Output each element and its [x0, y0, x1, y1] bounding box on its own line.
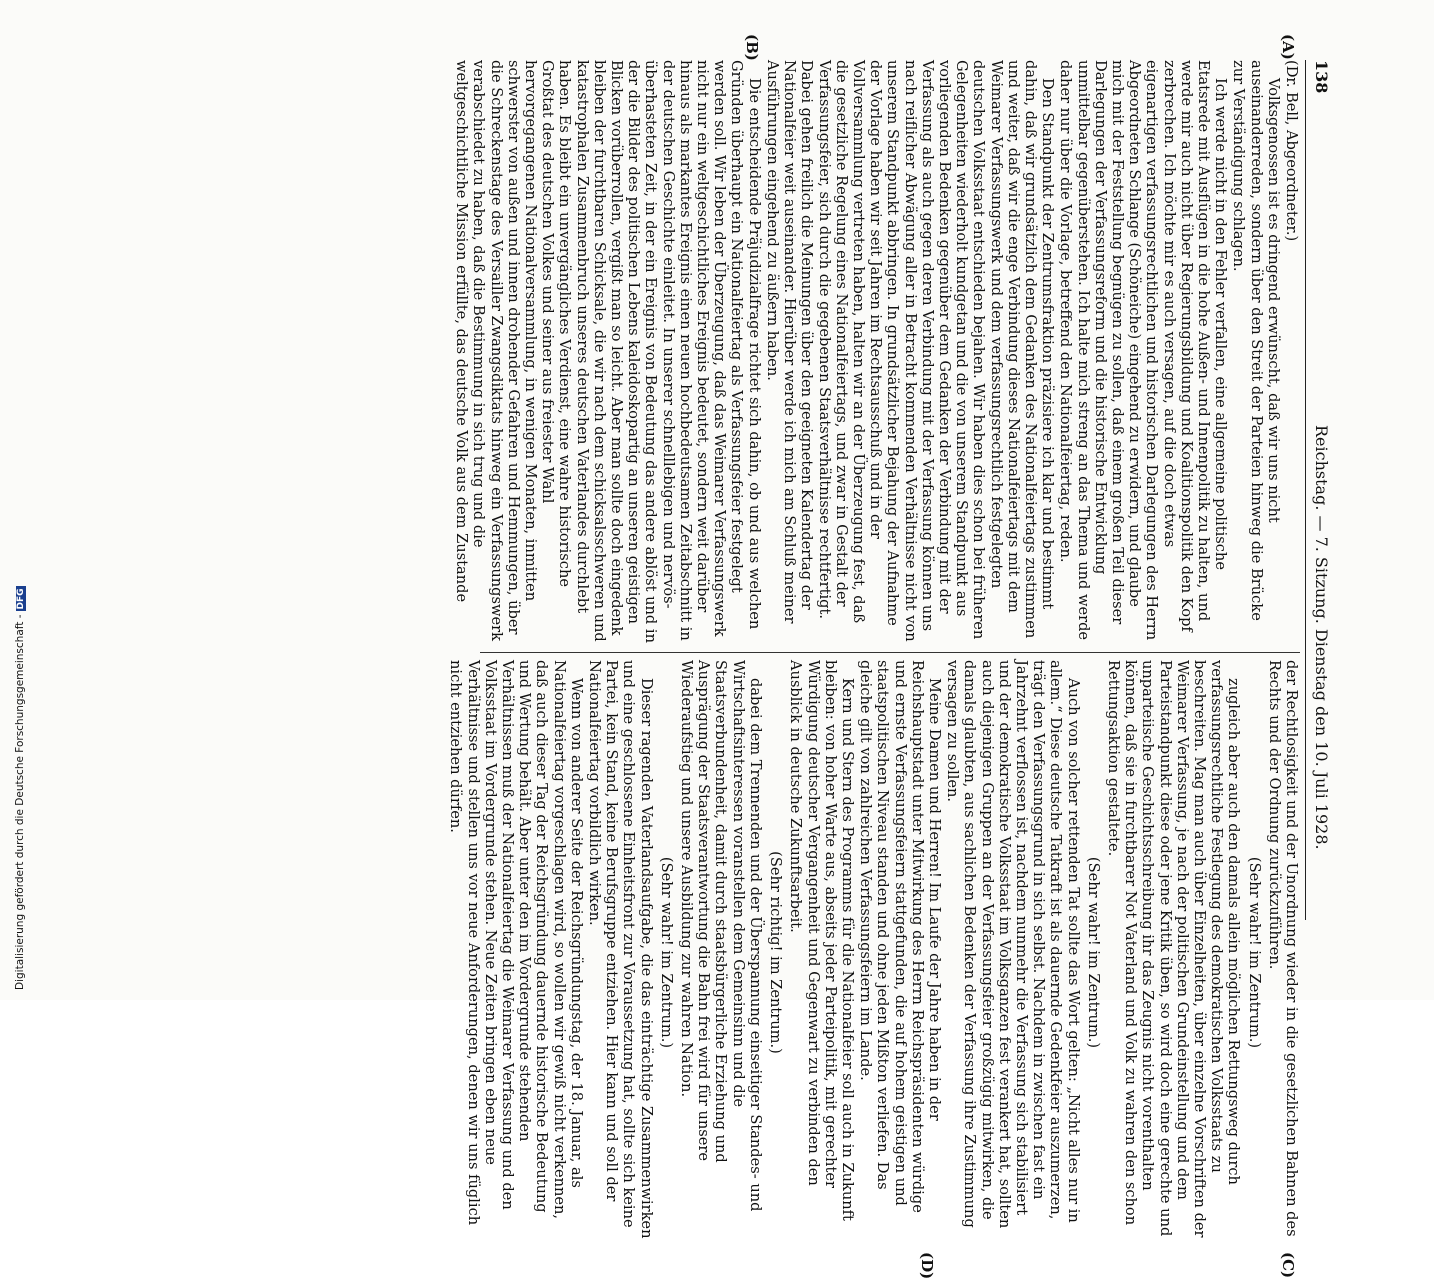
paragraph: Ich werde nicht in den Fehler verfallen, eine allgemeine politische Etatsrede mit Ausflügen in die hohe Außen- und Innenpolitik zu halten, und werde mir auch nicht über Regierungsbildung und Koalitionspolitik den Kopf zerbrechen. Ich möchte mir es auch versagen, auf die doch etwas eigenartigen verfassungsrechtlichen und historischen Darlegungen des Herrn Abgeordneten Schlange (Schöneiche) eingehend zu erwidern, und glaube mich mit der Feststellung begnügen zu sollen, daß einem großen Teil dieser Darlegungen der Verfassungsreform und die historische Entwicklung unmittelbar gegenüberstehen. Ich halte mich streng an das Thema und werde daher nur über die Vorlage, betreffend den Nationalfeiertag, reden.: [1057, 60, 1230, 641]
dfg-logo: DFG: [16, 588, 26, 610]
margin-marker-c: (C): [1279, 1252, 1297, 1279]
page-number: 138: [1312, 60, 1331, 94]
page-header: [1305, 60, 1330, 920]
margin-marker-b: (B): [743, 34, 761, 61]
paragraph: Dieser ragenden Vaterlandsaufgabe, die das einträchtige Zusammenwirken und eine geschlossene Einheitsfront zur Voraussetzung hat, sollte sich keine Partei, kein Stand, keine Berufsgruppe entziehen. Hier kann und soll der Nationalfeiertag vorbildlich wirken.: [586, 660, 655, 1239]
paragraph: der Rechtlosigkeit und der Unordnung wieder in die gesetzlichen Bahnen des Rechts und der Ordnung zurückzuführen.: [1265, 660, 1300, 1237]
margin-marker-d: (D): [918, 1252, 936, 1279]
paragraph: dabei dem Trennenden und der Überspannung einseitiger Standes- und Wirtschaftsinteressen voranstellen dem Gemeinsinn und die Staatsverbundenheit, damit durch staatsbürgerliche Erziehung und Ausprägung der Staatsverantwortung die Bahn frei wird für unsere Wiederaufstieg und unsere Ausbildung zur wahren Nation.: [678, 660, 764, 1212]
credit-text: Digitalisierung gefördert durch die Deutsche Forschungsgemeinschaft -: [14, 614, 26, 990]
paragraph: Die entscheidende Präjudizialfrage richtet sich dahin, ob und aus welchen Gründen überhaupt ein Nationalfeiertag als Verfassungsfeier festgelegt werden soll. Wir leben der Überzeugung, daß das Weimarer Verfassungswerk nicht nur ein weltgeschichtliches Ereignis bedeutet, sondern weit darüber hinaus als markantes Ereignis einen neuen hochbedeutsamen Zeitabschnitt in der deutschen Geschichte einleitet. In unserer schnelllebigen und nervös-überhasteten Zeit, in der ein Ereignis von Bedeutung das andere ablöst und in der die Bilder des politischen Lebens kaleidoskopartig an unseren geistigen Blicken vorüberrollen, vergißt man so leicht. Aber man sollte doch eingedenk bleiben der furchtbaren Schicksale, die wir nach dem schicksalsschweren und katastrophalen Zusammenbruch unseres deutschen Vaterlandes durchlebt haben. Es bleibt ein unvergängliches Verdienst, eine wahre historische Großtat des deutschen Volkes und seiner aus freiester Wahl hervorgegangenen Nationalversammlung, in wenigen Monaten, inmitten schwerster von außen und innen drohender Gefahren und Hemmungen, über die Schreckenstage des Versailler Zwangsdiktats hinweg ein Verfassungswerk verabschiedet zu haben, daß die Bestimmung in sich trug und die weltgeschichtliche Mission erfüllte, das deutsche Volk aus dem Zustande: [453, 60, 763, 643]
paragraph: Den Standpunkt der Zentrumsfraktion präzisiere ich klar und bestimmt dahin, daß wir grundsätzlich dem Gedanken des Nationalfeiertags zustimmen und weiter, daß wir die enge Verbindung dieses Nationalfeiertags mit dem Weimarer Verfassungswerk und dem verfassungsrechtlich festgelegten deutschen Volksstaat entschieden bejahen. Wir haben dies schon bei früheren Gelegenheiten wiederholt kundgetan und die von unserem Standpunkt aus vorliegenden Bedenken gegenüber dem Gedanken der Verbindung mit der Verfassung als auch gegen deren Verbindung mit der Verfassung können uns nach reiflicher Abwägung aller in Betracht kommenden Verhältnisse nicht von unserem Standpunkt abbringen. In grundsätzlicher Bejahung der Aufnahme der Vorlage haben wir seit Jahren im Rechtsausschuß und in der Vollversammlung vertreten haben, halten wir an der Überzeugung fest, daß die gesetzliche Regelung eines Nationalfeiertags, und zwar in Gestalt der Verfassungsfeier, sich durch die gegebenen Staatsverhältnisse rechtfertigt. Dabei gehen freilich die Meinungen über den geeigneten Kalendertag der Nationalfeier weit auseinander. Hierüber werde ich mich am Schluß meiner Ausführungen eingehend zu äußern haben.: [763, 60, 1057, 642]
paragraph: Wenn von anderer Seite der Reichsgründungstag, der 18. Januar, als Nationalfeiertag vorgeschlagen wird, so wollen wir gewiß nicht verkennen, daß auch dieser Tag der Reichsgründung dauernde historische Bedeutung und Wertung behält. Aber unter den im Vordergrunde stehenden Verhältnissen muß der Nationalfeiertag die Weimarer Verfassung und den Volksstaat im Vordergrunde stehen. Neue Zeiten bringen eben neue Verhältnisse und stellen uns vor neue Anforderungen, denen wir uns füglich nicht entziehen dürfen.: [447, 660, 585, 1226]
paragraph: Meine Damen und Herren! Im Laufe der Jahre haben in der Reichshauptstadt unter Mitwirkung des Herrn Reichspräsidenten würdige und ernste Verfassungsfeiern stattgefunden, die auf hohem geistigen und staatspolitischen Niveau standen und ohne jeden Mißton verliefen. Das gleiche gilt von zahlreichen Verfassungsfeiern im Lande.: [857, 660, 943, 1213]
interjection: (Sehr wahr! im Zentrum.): [1084, 856, 1102, 1049]
right-column: [446, 660, 1300, 1245]
interjection: (Sehr wahr! im Zentrum.): [657, 856, 675, 1049]
page-title: Reichstag. — 7. Sitzung. Dienstag den 10. Juli 1928.: [1312, 425, 1331, 850]
column-divider: [480, 652, 1300, 653]
interjection: (Sehr richtig! im Zentrum.): [767, 851, 785, 1054]
digitization-credit: [14, 586, 26, 990]
interjection: (Sehr wahr! im Zentrum.): [1245, 856, 1263, 1049]
paragraph: Volksgenossen ist es dringend erwünscht, daß wir uns nicht auseinanderreden, sondern über den Streit der Parteien hinweg die Brücke zur Verständigung schlagen.: [1230, 60, 1282, 621]
left-column: [452, 60, 1300, 645]
paragraph: Auch von solcher rettenden Tat sollte das Wort gelten: „Nicht alles nur in allem.“ Diese deutsche Tatkraft ist als dauernde Gedenkfeier auszumerzen, trägt den Verfassungsgrund in sich selbst. Nachdem in zwischen fast ein Jahrzehnt verflossen ist, nachdem nunmehr die Verfassung sich stabilisiert und der demokratische Volksstaat im Volksganzen fest verankert hat, sollten auch diejenigen Gruppen an der Verfassungsfeier großzügig mitwirken, die damals glaubten, aus sachlichen Bedenken der Verfassung ihre Zustimmung versagen zu sollen.: [944, 660, 1082, 1229]
paragraph: Kern und Stern des Programms für die Nationalfeier soll auch in Zukunft bleiben: von hoher Warte aus, abseits jeder Parteipolitik, mit gerechter Würdigung deutscher Vergangenheit und Gegenwart zu verbinden den Ausblick in deutsche Zukunftsarbeit.: [787, 660, 856, 1221]
speaker-name: (Dr. Bell, Abgeordneter.): [1283, 60, 1300, 242]
rotated-document-page: [110, 34, 1331, 1279]
margin-marker-a: (A): [1279, 34, 1297, 60]
paragraph: zugleich aber auch den damals allein möglichen Rettungsweg durch verfassungsrechtliche Festlegung des demokratischen Volksstaats zu beschreiten. Mag man auch über Einzelheiten, über einzelne Vorschriften der Weimarer Verfassung, je nach der politischen Grundeinstellung und dem Parteistandpunkt diese oder jene Kritik üben, so wird doch eine gerechte und unparteiische Geschichtsschreibung ihr das Zeugnis nicht vorenthalten können, daß sie in furchtbarer Not Vaterland und Volk zu wahren den schon Rettungsaktion gestaltete.: [1104, 660, 1243, 1238]
